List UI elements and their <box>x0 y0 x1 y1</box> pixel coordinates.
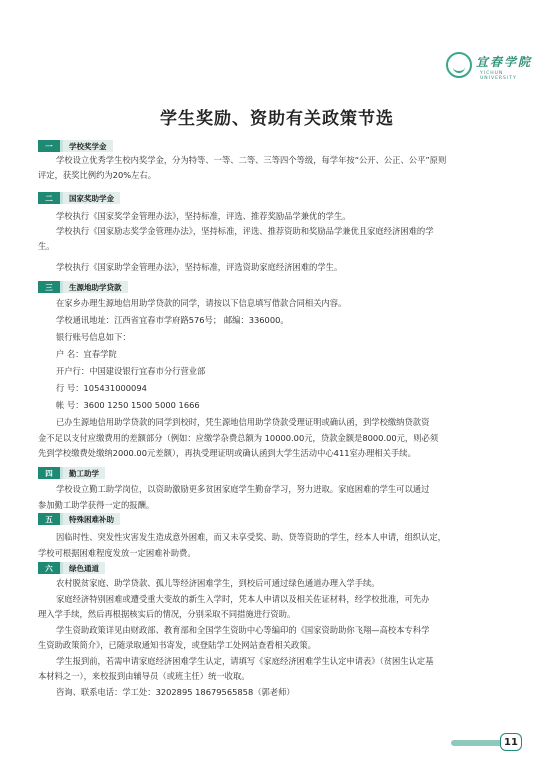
paragraph-line: 评定，获奖比例约为20%左右。 <box>38 170 157 180</box>
paragraph-line: 因临时性、突发性灾害发生造成意外困难，而又未享受奖、助、贷等资助的学生，经本人申请，组织认定， <box>56 532 446 542</box>
page-title: 学生奖励、资助有关政策节选 <box>160 109 394 129</box>
contact-phone: 咨询、联系电话：学工处：3202895 18679565858（郭老师） <box>56 687 295 697</box>
paragraph-line: 学校设立优秀学生校内奖学金，分为特等、一等、二等、三等四个等级，每学年按“公开、公正、公平”原则 <box>56 155 447 165</box>
section-header-scholarship <box>38 140 113 152</box>
section-header-national-scholarship <box>38 192 120 204</box>
section-header-hardship-aid <box>38 513 120 525</box>
paragraph-line: 参加勤工助学获得一定的报酬。 <box>38 500 155 510</box>
account-name: 户 名：宜春学院 <box>56 349 117 359</box>
section-number: 一 <box>38 140 60 152</box>
paragraph-line: 学校执行《国家奖学金管理办法》，坚持标准，评选、推荐奖励品学兼优的学生。 <box>56 211 351 221</box>
account-number: 帐 号：3600 1250 1500 5000 1666 <box>56 400 200 410</box>
paragraph-line: 银行账号信息如下： <box>56 332 131 342</box>
paragraph-line: 理入学手续，然后再根据核实后的情况，分别采取不同措施进行资助。 <box>38 609 296 619</box>
section-number: 四 <box>38 467 60 479</box>
section-label: 生源地助学贷款 <box>63 281 128 293</box>
logo-chinese-name: 宜春学院 <box>476 55 533 69</box>
paragraph-line: 学生报到前，若需申请家庭经济困难学生认定，请填写《家庭经济困难学生认定申请表》（贫困生认定基 <box>56 656 434 666</box>
logo-emblem-icon <box>446 52 472 78</box>
bank-code: 行 号：105431000094 <box>56 383 147 393</box>
paragraph-line: 先到学校缴费处缴纳2000.00元差额），再执受理证明或确认函到大学生活动中心411室办理相关手续。 <box>38 448 416 458</box>
bank-name: 开户行：中国建设银行宜春市分行营业部 <box>56 366 206 376</box>
page-number: 11 <box>500 733 522 751</box>
section-number: 二 <box>38 192 60 204</box>
paragraph-line: 学校可根据困难程度发放一定困难补助费。 <box>38 548 196 558</box>
section-header-work-study <box>38 467 105 479</box>
section-label: 绿色通道 <box>63 562 105 574</box>
section-number: 五 <box>38 513 60 525</box>
paragraph-line: 家庭经济特别困难或遭受重大变故的新生入学时，凭本人申请以及相关佐证材料，经学校批准，可先办 <box>56 594 430 604</box>
section-label: 特殊困难补助 <box>63 513 120 525</box>
logo-english-name: YICHUN UNIVERSITY <box>480 71 517 81</box>
page-number-bar <box>451 740 507 746</box>
section-header-student-loan <box>38 281 128 293</box>
university-logo <box>446 52 536 84</box>
paragraph-line: 农村脱贫家庭、助学贷款、孤儿等经济困难学生，到校后可通过绿色通道办理入学手续。 <box>56 578 380 588</box>
paragraph-line: 学校设立勤工助学岗位，以资助激励更多贫困家庭学生勤奋学习，努力进取。家庭困难的学生可以通过 <box>56 484 430 494</box>
section-number: 六 <box>38 562 60 574</box>
paragraph-line: 已办生源地信用助学贷款的同学到校时，凭生源地信用助学贷款受理证明或确认函，到学校缴纳贷款资 <box>56 417 430 427</box>
section-label: 国家奖助学金 <box>63 192 120 204</box>
paragraph-line: 在家乡办理生源地信用助学贷款的同学，请按以下信息填写借款合同相关内容。 <box>56 298 347 308</box>
paragraph-line: 学校执行《国家助学金管理办法》，坚持标准，评选资助家庭经济困难的学生。 <box>56 262 343 272</box>
paragraph-line: 生资助政策简介》，已随录取通知书寄发，或登陆学工处网站查看相关政策。 <box>38 640 316 650</box>
section-header-green-channel <box>38 562 105 574</box>
paragraph-line: 学生资助政策详见由财政部、教育部和全国学生资助中心等编印的《国家资助助你飞翔—高校本专科学 <box>56 625 430 635</box>
section-number: 三 <box>38 281 60 293</box>
section-label: 勤工助学 <box>63 467 105 479</box>
paragraph-line: 本材料之一），来校报到由辅导员（或班主任）统一收取。 <box>38 671 250 681</box>
paragraph-line: 学校执行《国家励志奖学金管理办法》，坚持标准，评选、推荐资助和奖励品学兼优且家庭经济困难的学 <box>56 226 434 236</box>
school-address: 学校通讯地址：江西省宜春市学府路576号； 邮编：336000。 <box>56 315 289 325</box>
section-label: 学校奖学金 <box>63 140 113 152</box>
paragraph-line: 金不足以支付应缴费用的差额部分（例如：应缴学杂费总额为 10000.00元，贷款金额是8000.00元，则必须 <box>38 433 439 443</box>
paragraph-line: 生。 <box>38 241 55 251</box>
